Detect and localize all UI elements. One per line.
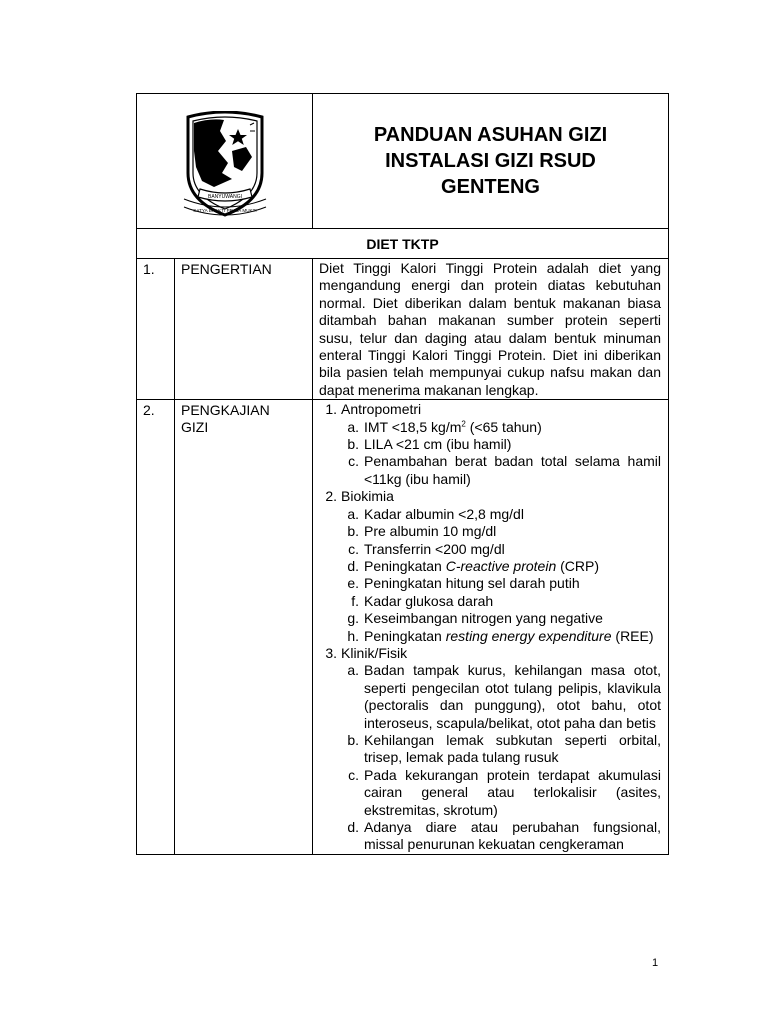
sub-list — [341, 506, 661, 645]
list-item: 2. Biokimia a. Kadar albumin <2,8 mg/dl b. Pre albumin 10 mg/dl c. Transferrin <200 mg/dl d. Peningkatan C-reactive protein (CRP) e. Peningkatan hitung sel darah putih f. Kadar glukosa darah g. Keseimbangan nitrogen yang negative h. Peningkatan resting energy expenditure (REE) — [341, 488, 661, 645]
assessment-list — [319, 401, 661, 854]
list-item: a. IMT <18,5 $kg/m^2$ (<65 tahun) — [347, 418, 542, 435]
row-label-line-1: PENGKAJIAN — [181, 402, 270, 419]
list-item: g. Keseimbangan nitrogen yang negative — [347, 610, 603, 627]
title-line-2: INSTALASI GIZI RSUD — [385, 150, 596, 172]
subtitle-row — [137, 229, 669, 259]
svg-text:SATYA BHAKTI PRAJA MUKTI: SATYA BHAKTI PRAJA MUKTI — [192, 208, 257, 213]
list-item: d. Adanya diare atau perubahan fungsional, missal penurunan kekuatan cengkeraman — [347, 819, 661, 853]
svg-text:BANYUWANGI: BANYUWANGI — [207, 194, 242, 200]
title-line-3: GENTENG — [441, 176, 540, 198]
definition-cell — [313, 259, 669, 400]
list-item: d. Peningkatan C-reactive protein (CRP) — [347, 557, 600, 574]
assessment-cell — [313, 400, 669, 855]
list-item: b. Pre albumin 10 mg/dl — [347, 523, 497, 540]
definition-text: Diet Tinggi Kalori Tinggi Protein adalah diet yang mengandung energi dan protein diatas kebutuhan normal. Diet diberikan dalam bentuk makanan biasa ditambah bahan makanan sumber protein seperti susu, telur dan daging atau dalam bentuk minuman enteral Tinggi Kalori Tinggi Protein. Diet ini diberikan bila pasien telah mempunyai cukup nafsu makan dan dapat menerima makanan lengkap. — [319, 260, 661, 398]
section-title: Antropometri — [341, 401, 422, 418]
sub-list — [341, 419, 661, 489]
logo-cell — [137, 94, 313, 229]
list-item: 3. Klinik/Fisik a. Badan tampak kurus, kehilangan masa otot, seperti pengecilan otot tulang pelipis, klavikula (pectoralis dan punggung), otot bahu, otot interoseus, scapula/belikat, otot paha dan betis b. Kehilangan lemak subkutan seperti orbital, trisep, lemak pada tulang rusuk c. Pada kekurangan protein terdapat akumulasi cairan general atau terlokalisir (asites, ekstremitas, skrotum) d. Adanya diare atau perubahan fungsional, missal penurunan kekuatan cengkeraman — [325, 644, 661, 853]
title-line-1: PANDUAN ASUHAN GIZI — [373, 124, 608, 146]
header-row — [137, 94, 669, 229]
row-number: 1. — [137, 259, 175, 400]
sub-list — [341, 662, 661, 853]
list-item: a. Badan tampak kurus, kehilangan masa otot, seperti pengecilan otot tulang pelipis, klavikula (pectoralis dan punggung), otot bahu, otot interoseus, scapula/belikat, otot paha dan betis — [347, 662, 661, 731]
diet-subtitle: DIET TKTP — [137, 229, 669, 259]
list-item: c. Penambahan berat badan total selama hamil <11kg (ibu hamil) — [348, 453, 661, 487]
list-item: b. Kehilangan lemak subkutan seperti orbital, trisep, lemak pada tulang rusuk — [347, 731, 661, 766]
page-number: 1 — [652, 957, 659, 969]
list-item: 1. Antropometri a. IMT <18,5 $kg/m^2$ (<65 tahun) b. LILA <21 cm (ibu hamil) c. Penambahan berat badan total selama hamil <11kg (ibu hamil) — [325, 401, 661, 487]
list-item: e. Peningkatan hitung sel darah putih — [347, 575, 580, 592]
section-title: Klinik/Fisik — [341, 644, 408, 661]
row-label — [175, 400, 313, 855]
title-cell — [313, 94, 669, 229]
row-number: 2. — [137, 400, 175, 855]
guideline-table — [136, 93, 669, 855]
table-row — [137, 259, 669, 400]
list-item: f. Kadar glukosa darah — [351, 592, 494, 609]
list-item: h. Peningkatan resting energy expenditure (REE) — [347, 627, 654, 644]
banyuwangi-regency-seal-icon — [180, 111, 270, 221]
row-label: PENGERTIAN — [175, 259, 313, 400]
list-item: c. Pada kekurangan protein terdapat akumulasi cairan general atau terlokalisir (asites, ekstremitas, skrotum) — [348, 766, 661, 818]
section-title: Biokimia — [341, 488, 394, 505]
list-item: c. Transferrin <200 mg/dl — [348, 540, 505, 557]
list-item: b. LILA <21 cm (ibu hamil) — [347, 436, 512, 453]
table-row — [137, 400, 669, 855]
list-item: a. Kadar albumin <2,8 mg/dl — [347, 505, 524, 522]
row-label-line-2: GIZI — [181, 419, 209, 436]
document-title — [313, 122, 668, 200]
